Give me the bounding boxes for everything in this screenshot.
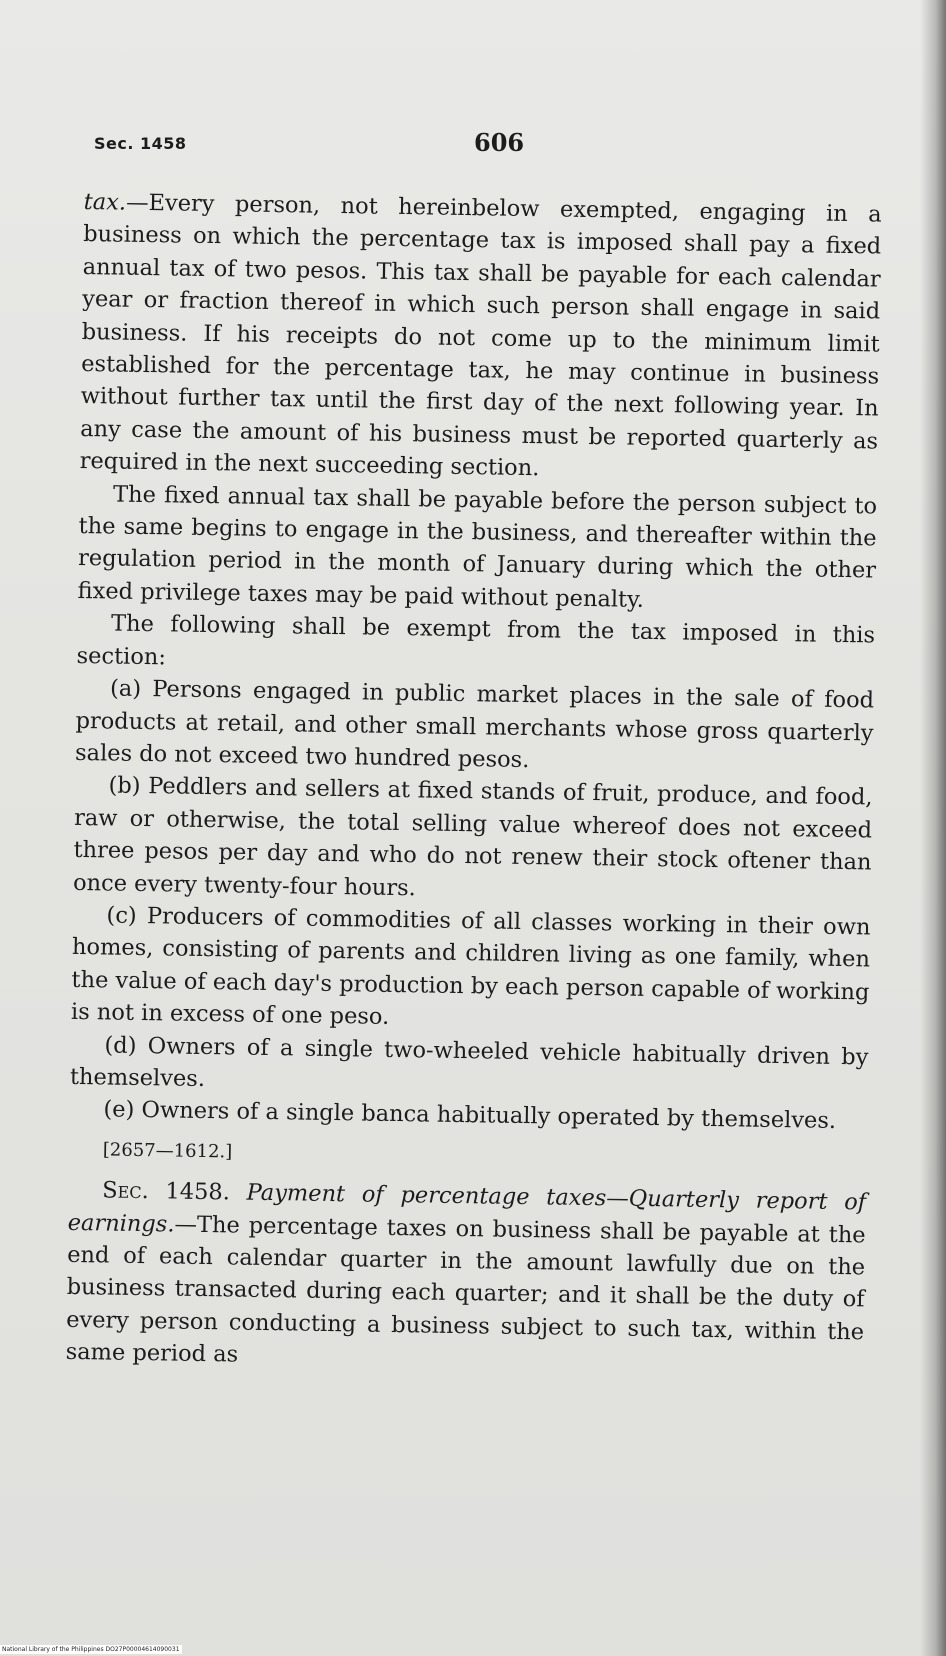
paragraph-payment-timing: The fixed annual tax shall be payable before the person subject to the same begins to engage in the business, and thereafter within the regulation period in the month of January during which the other fixed privilege taxes may be paid without penalty.: [77, 481, 878, 613]
exemption-item-b: (b) Peddlers and sellers at fixed stands of fruit, produce, and food, raw or otherwise, the total selling value whereof does not exceed three pesos per day and who do not renew their stock oftener than once every twenty-four hours.: [72, 772, 873, 901]
section-1458-paragraph: [65, 1174, 866, 1381]
page-number: 606: [474, 128, 525, 157]
exemption-item-c: (c) Producers of commodities of all classes working in their own homes, consisting of parents and children living as one family, when the value of each day's production by each person capable of working is not in excess of one peso.: [70, 902, 871, 1031]
paragraph-fixed-tax-text: —Every person, not hereinbelow exempted, engaging in a business on which the percentage tax is imposed shall pay a fixed annual tax of two pesos. This tax shall be payable for each calendar year or fraction thereof in which such person shall engage in said business. If his receipts do not come up to the minimum limit established for the percentage tax, he may continue in business without further tax until the first day of the next following year. In any case the amount of his business must be reported quarterly as required in the next succeeding section.: [79, 189, 882, 482]
section-1458-label: Sec. 1458.: [102, 1177, 231, 1206]
section-1458-text: —The percentage taxes on business shall be payable at the end of each calendar quarter in the amount lawfully due on the business transacted during each quarter; and it shall be the duty of every person conducting a business subject to such tax, within the same period as: [65, 1211, 866, 1368]
section-label: Sec. 1458: [94, 134, 187, 153]
page-edge-shadow: [920, 0, 946, 1656]
paragraph-fixed-tax: [79, 186, 881, 490]
exemption-item-a: (a) Persons engaged in public market places in the sale of food products at retail, and other small merchants whose gross quarterly sales do not exceed two hundred pesos.: [74, 675, 875, 773]
tax-lead-word: tax.: [83, 188, 127, 216]
exemption-item-e: (e) Owners of a single banca habitually operated by themselves.: [103, 1096, 837, 1135]
exemption-item-d: (d) Owners of a single two-wheeled vehicle habitually driven by themselves.: [69, 1031, 869, 1092]
legal-reference: [2657—1612.]: [102, 1139, 233, 1163]
section-1458-title: Payment of percentage taxes—Quarterly report of earnings.: [67, 1179, 867, 1238]
running-head: [94, 128, 874, 162]
page-body: [65, 186, 881, 1381]
paragraph-exemptions-intro: The following shall be exempt from the tax imposed in this section:: [76, 610, 876, 671]
scan-credit: National Library of the Philippines DO27P00004614090031: [2, 1646, 180, 1653]
